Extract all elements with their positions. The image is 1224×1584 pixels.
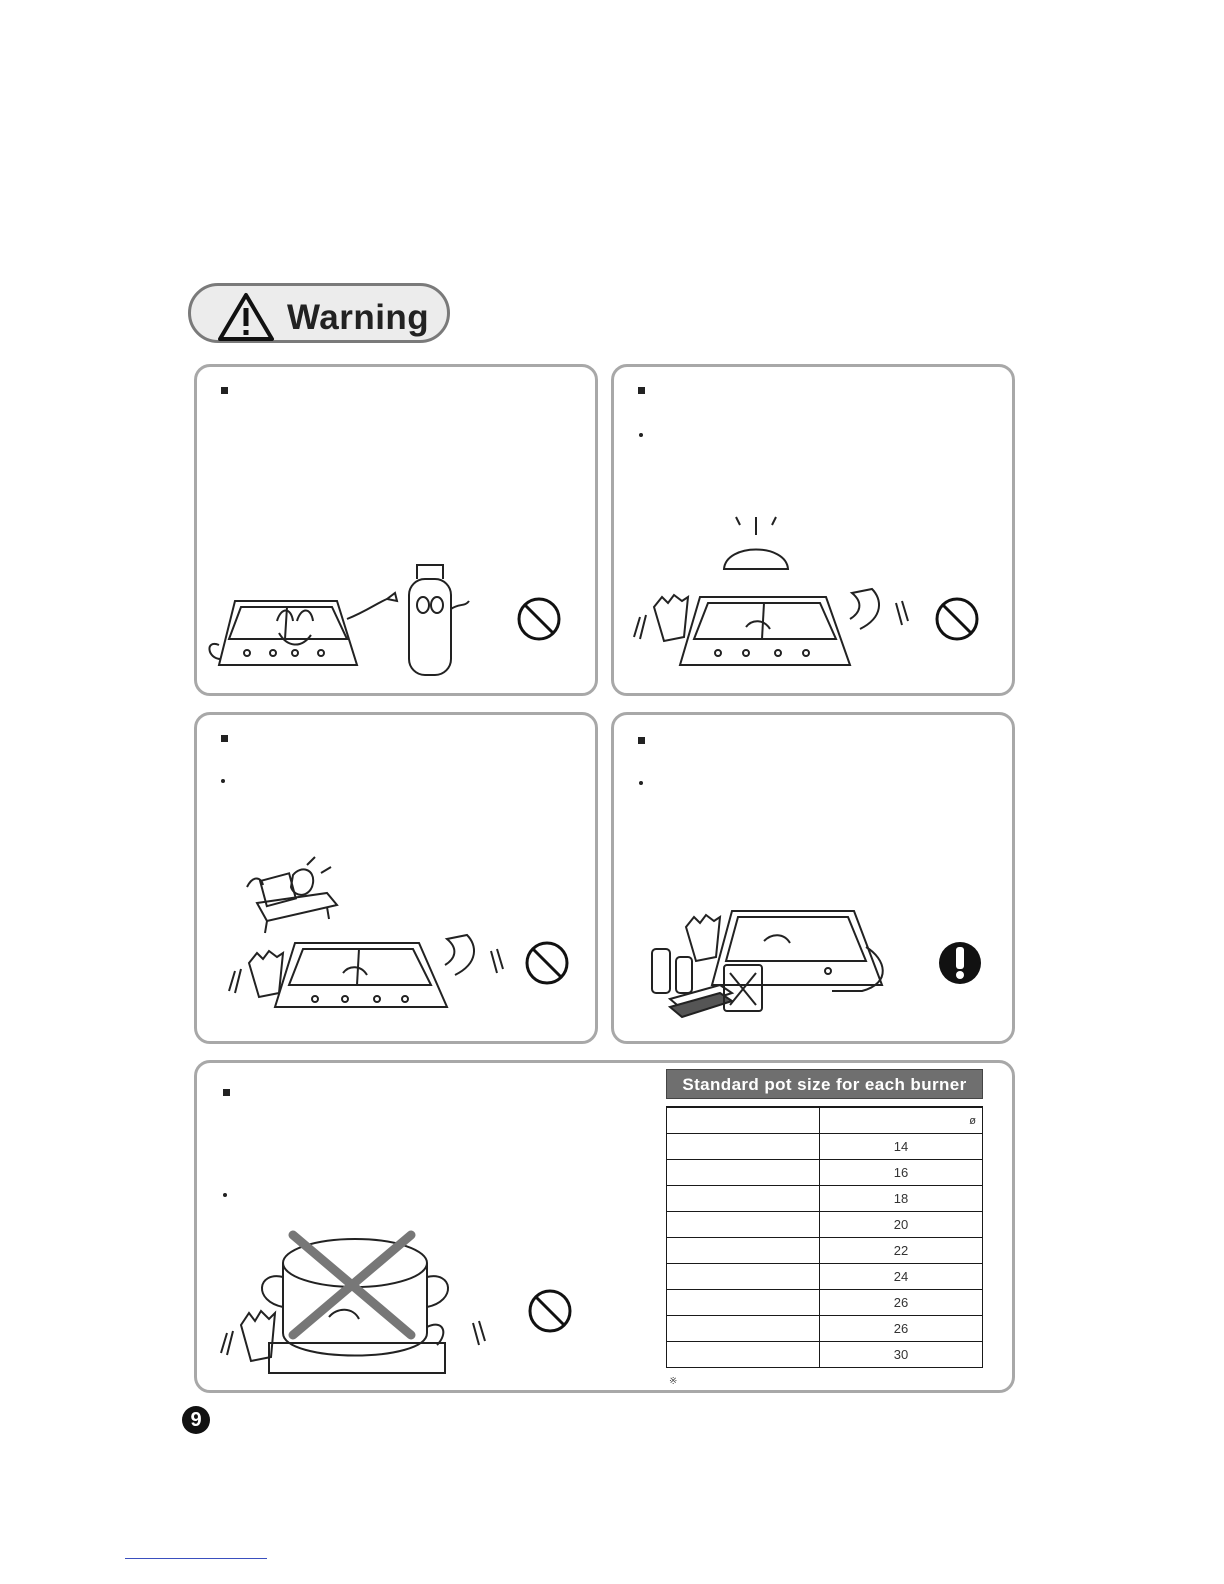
warning-title: Warning	[287, 298, 430, 337]
table-row	[667, 1290, 983, 1316]
cooktop-with-flying-items-illustration	[197, 715, 597, 1045]
warning-triangle-icon	[217, 292, 275, 342]
table-row	[667, 1134, 983, 1160]
cooktop-with-gas-cylinder-illustration	[197, 367, 597, 697]
prohibited-icon	[519, 599, 559, 639]
warning-panel-flammables-above	[194, 712, 598, 1044]
cross-mark	[293, 1235, 411, 1335]
pot-size-table-title: Standard pot size for each burner	[666, 1069, 983, 1099]
table-row	[667, 1264, 983, 1290]
oversized-pot-illustration	[197, 1063, 637, 1393]
prohibited-icon	[937, 599, 977, 639]
table-row	[667, 1160, 983, 1186]
cooktop-with-flammables-illustration	[614, 715, 1014, 1045]
diameter-unit: ø	[820, 1107, 983, 1134]
pot-size-value: 30	[820, 1342, 983, 1368]
warning-panel-flammable-materials	[611, 712, 1015, 1044]
pot-size-value: 26	[820, 1290, 983, 1316]
pot-size-value: 20	[820, 1212, 983, 1238]
table-row	[667, 1186, 983, 1212]
cooktop-under-lamp-illustration	[614, 367, 1014, 697]
pot-size-value: 24	[820, 1264, 983, 1290]
warning-header	[188, 283, 450, 343]
prohibited-icon	[530, 1291, 570, 1331]
pot-size-value: 22	[820, 1238, 983, 1264]
pot-size-value: 16	[820, 1160, 983, 1186]
table-row	[667, 1316, 983, 1342]
table-header-row	[667, 1107, 983, 1134]
footer-link-underline	[125, 1558, 267, 1559]
pot-size-value: 14	[820, 1134, 983, 1160]
prohibited-icon	[527, 943, 567, 983]
table-footnote-mark: ※	[669, 1376, 678, 1387]
pot-size-value: 26	[820, 1316, 983, 1342]
table-row	[667, 1342, 983, 1368]
warning-panel-hanging-lamp	[611, 364, 1015, 696]
page-number: 9	[182, 1406, 210, 1434]
pot-size-table	[666, 1106, 983, 1368]
warning-panel-gas-cylinder	[194, 364, 598, 696]
table-row	[667, 1238, 983, 1264]
exclamation-icon	[939, 942, 981, 984]
table-row	[667, 1212, 983, 1238]
pot-size-value: 18	[820, 1186, 983, 1212]
